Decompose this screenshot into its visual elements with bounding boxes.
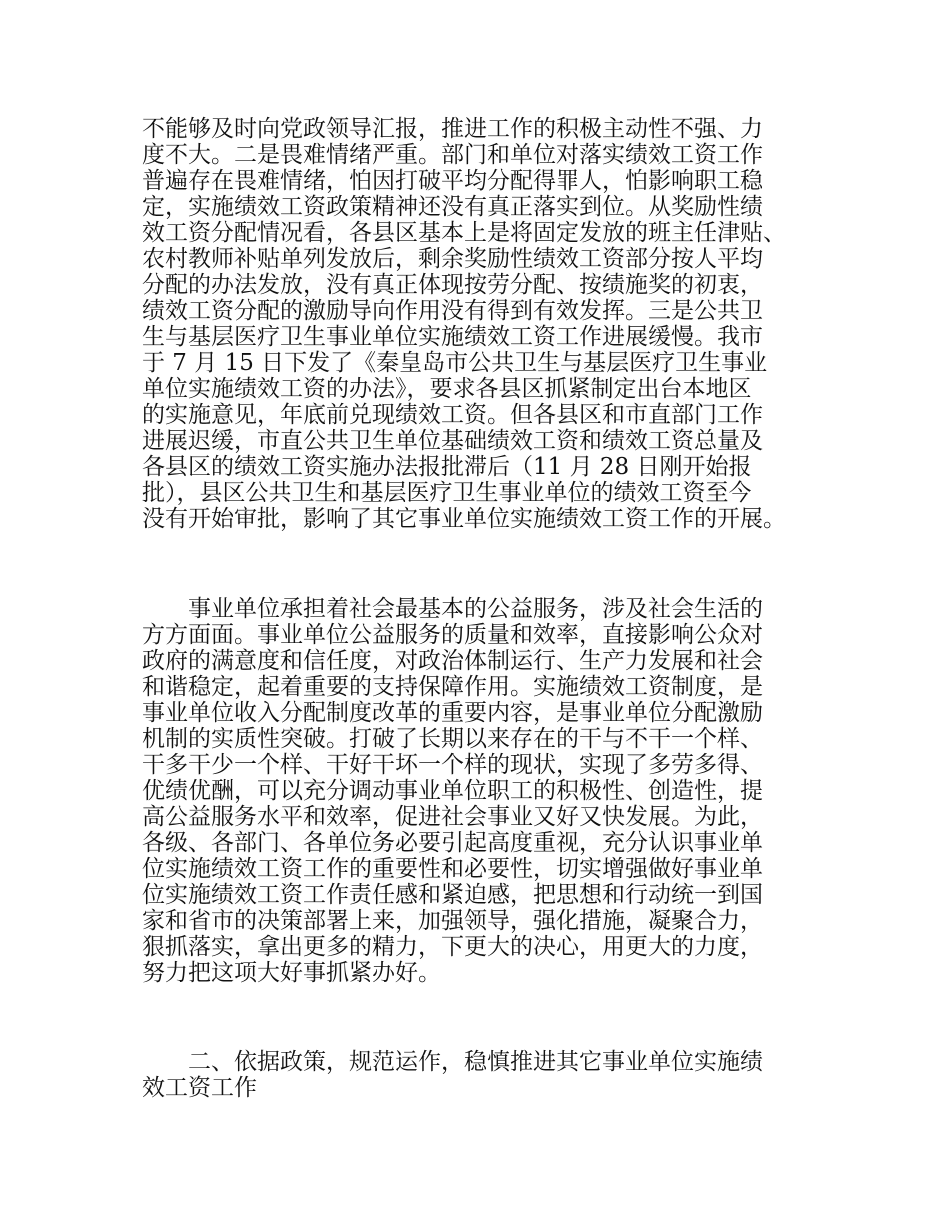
text-line: 家和省市的决策部署上来，加强领导，强化措施，凝聚合力， bbox=[142, 908, 763, 934]
text-line: 效工资分配情况看，各县区基本上是将固定发放的班主任津贴、 bbox=[142, 220, 786, 246]
text-line: 定，实施绩效工资政策精神还没有真正落实到位。从奖励性绩 bbox=[142, 194, 763, 220]
section-heading-paragraph bbox=[142, 1049, 832, 1101]
text-line: 事业单位承担着社会最基本的公益服务，涉及社会生活的 bbox=[142, 596, 763, 622]
text-line: 政府的满意度和信任度，对政治体制运行、生产力发展和社会 bbox=[142, 648, 763, 674]
text-line: 绩效工资分配的激励导向作用没有得到有效发挥。三是公共卫 bbox=[142, 298, 763, 324]
text-line: 批），县区公共卫生和基层医疗卫生事业单位的绩效工资至今 bbox=[142, 480, 752, 506]
text-line: 高公益服务水平和效率，促进社会事业又好又快发展。为此， bbox=[142, 804, 763, 830]
text-line: 位实施绩效工资工作责任感和紧迫感，把思想和行动统一到国 bbox=[142, 882, 763, 908]
text-line: 干多干少一个样、干好干坏一个样的现状，实现了多劳多得、 bbox=[142, 752, 763, 778]
text-line: 于 7 月 15 日下发了《秦皇岛市公共卫生与基层医疗卫生事业 bbox=[142, 350, 768, 376]
text-line: 没有开始审批，影响了其它事业单位实施绩效工资工作的开展。 bbox=[142, 506, 786, 532]
text-line: 各县区的绩效工资实施办法报批滞后（11 月 28 日刚开始报 bbox=[142, 454, 752, 480]
text-line: 单位实施绩效工资的办法》，要求各县区抓紧制定出台本地区 bbox=[142, 376, 752, 402]
text-line: 狠抓落实，拿出更多的精力，下更大的决心，用更大的力度， bbox=[142, 934, 763, 960]
text-line: 各级、各部门、各单位务必要引起高度重视，充分认识事业单 bbox=[142, 830, 763, 856]
paragraph-1 bbox=[142, 116, 832, 532]
text-line: 进展迟缓，市直公共卫生单位基础绩效工资和绩效工资总量及 bbox=[142, 428, 763, 454]
text-line: 二、依据政策，规范运作，稳慎推进其它事业单位实施绩 bbox=[142, 1049, 763, 1075]
text-line: 的实施意见，年底前兑现绩效工资。但各县区和市直部门工作 bbox=[142, 402, 763, 428]
text-line: 优绩优酬，可以充分调动事业单位职工的积极性、创造性，提 bbox=[142, 778, 763, 804]
text-line: 分配的办法发放，没有真正体现按劳分配、按绩施奖的初衷， bbox=[142, 272, 763, 298]
text-line: 方方面面。事业单位公益服务的质量和效率，直接影响公众对 bbox=[142, 622, 763, 648]
text-line: 普遍存在畏难情绪，怕因打破平均分配得罪人，怕影响职工稳 bbox=[142, 168, 763, 194]
text-line: 事业单位收入分配制度改革的重要内容，是事业单位分配激励 bbox=[142, 700, 763, 726]
text-line: 生与基层医疗卫生事业单位实施绩效工资工作进展缓慢。我市 bbox=[142, 324, 763, 350]
text-line: 和谐稳定，起着重要的支持保障作用。实施绩效工资制度，是 bbox=[142, 674, 763, 700]
paragraph-2 bbox=[142, 596, 832, 986]
text-line: 效工资工作 bbox=[142, 1075, 257, 1101]
text-line: 机制的实质性突破。打破了长期以来存在的干与不干一个样、 bbox=[142, 726, 763, 752]
text-line: 不能够及时向党政领导汇报，推进工作的积极主动性不强、力 bbox=[142, 116, 763, 142]
text-line: 农村教师补贴单列发放后，剩余奖励性绩效工资部分按人平均 bbox=[142, 246, 763, 272]
text-line: 努力把这项大好事抓紧办好。 bbox=[142, 960, 441, 986]
text-line: 度不大。二是畏难情绪严重。部门和单位对落实绩效工资工作 bbox=[142, 142, 763, 168]
text-line: 位实施绩效工资工作的重要性和必要性，切实增强做好事业单 bbox=[142, 856, 763, 882]
